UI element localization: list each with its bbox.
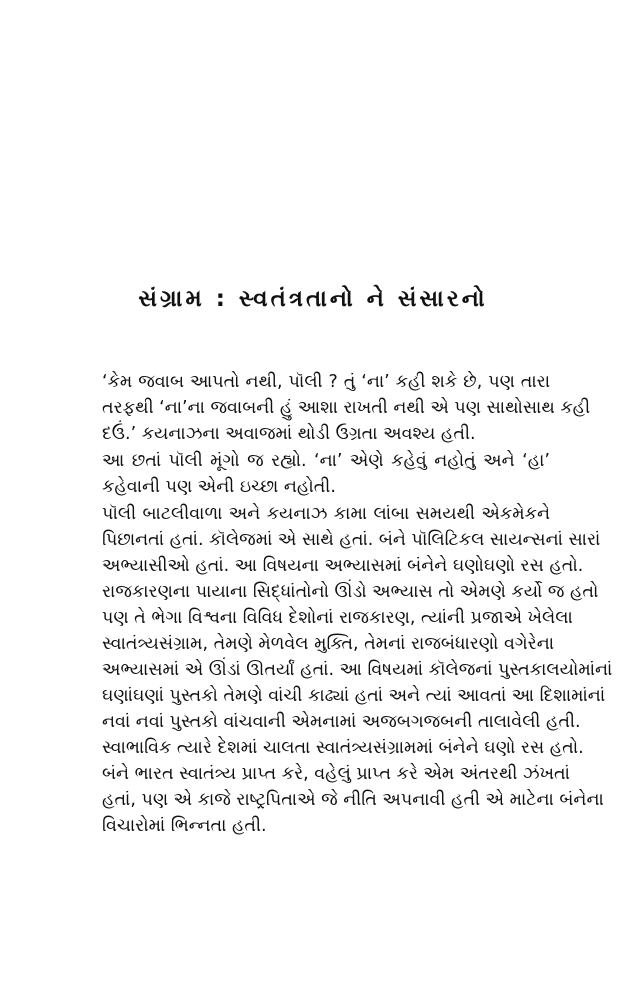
text-line: પૉલી બાટલીવાળા અને કયનાઝ કામા લાંબા સમયથી એકમેકને [102,504,550,524]
text-line: ‘કેમ જવાબ આપતો નથી, પૉલી ? તું ‘ના’ કહી શકે છે, પણ તારા [102,372,550,392]
text-line: દઉં.’ કયનાઝના અવાજમાં થોડી ઉગ્રતા અવશ્ય હતી. [102,424,476,444]
text-line: ઘણાંઘણાં પુસ્તકો તેમણે વાંચી કાઢ્યાં હતાં અને ત્યાં આવતાં આ દિશામાંનાં [102,686,606,706]
text-line: તરફથી ‘ના’ના જવાબની હું આશા રાખતી નથી એ પણ સાથોસાથ કહી [102,398,591,418]
text-line: આ છતાં પૉલી મૂંગો જ રહ્યો. ‘ના’ એણે કહેવું નહોતું અને ‘હા’ [102,451,550,471]
text-line: રાજકારણના પાયાના સિદ્ધાંતોનો ઊંડો અભ્યાસ તો એમણે કર્યો જ હતો [102,582,599,602]
text-line: હતાં, પણ એ કાજે રાષ્ટ્રપિતાએ જે નીતિ અપનાવી હતી એ માટેના બંનેના [102,790,604,810]
text-line: પણ તે ભેગા વિશ્વના વિવિધ દેશોનાં રાજકારણ, ત્યાંની પ્રજાએ ખેલેલા [102,608,573,628]
chapter-title: સંગ્રામ : સ્વતંત્રતાનો ને સંસારનો [138,286,488,312]
body-text [72,369,613,839]
text-line: વિચારોમાં ભિન્નતા હતી. [102,816,267,836]
text-line: કહેવાની પણ એની ઇચ્છા નહોતી. [102,477,336,497]
text-line: બંને ભારત સ્વાતંત્ર્ય પ્રાપ્ત કરે, વહેલું પ્રાપ્ત કરે એમ અંતરથી ઝંખતાં [102,764,570,784]
paragraph-1 [72,369,591,447]
paragraph-3 [72,501,613,839]
text-line: અભ્યાસીઓ હતાં. આ વિષયના અભ્યાસમાં બંનેને ઘણોઘણો રસ હતો. [102,556,584,576]
text-line: પિછાનતાં હતાં. કૉલેજમાં એ સાથે હતાં. બંને પૉલિટિકલ સાયન્સનાં સારાં [102,530,601,550]
text-line: નવાં નવાં પુસ્તકો વાંચવાની એમનામાં અજબગજબની તાલાવેલી હતી. [102,712,581,732]
text-line: અભ્યાસમાં એ ઊંડાં ઊતર્યાં હતાં. આ વિષયમાં કૉલેજનાં પુસ્તકાલયોમાંનાં [102,660,613,680]
paragraph-2 [72,448,550,500]
text-line: સ્વાતંત્ર્યસંગ્રામ, તેમણે મેળવેલ મુક્તિ, તેમનાં રાજબંધારણો વગેરેના [102,634,555,654]
text-line: સ્વાભાવિક ત્યારે દેશમાં ચાલતા સ્વાતંત્ર્યસંગ્રામમાં બંનેને ઘણો રસ હતો. [102,738,584,758]
